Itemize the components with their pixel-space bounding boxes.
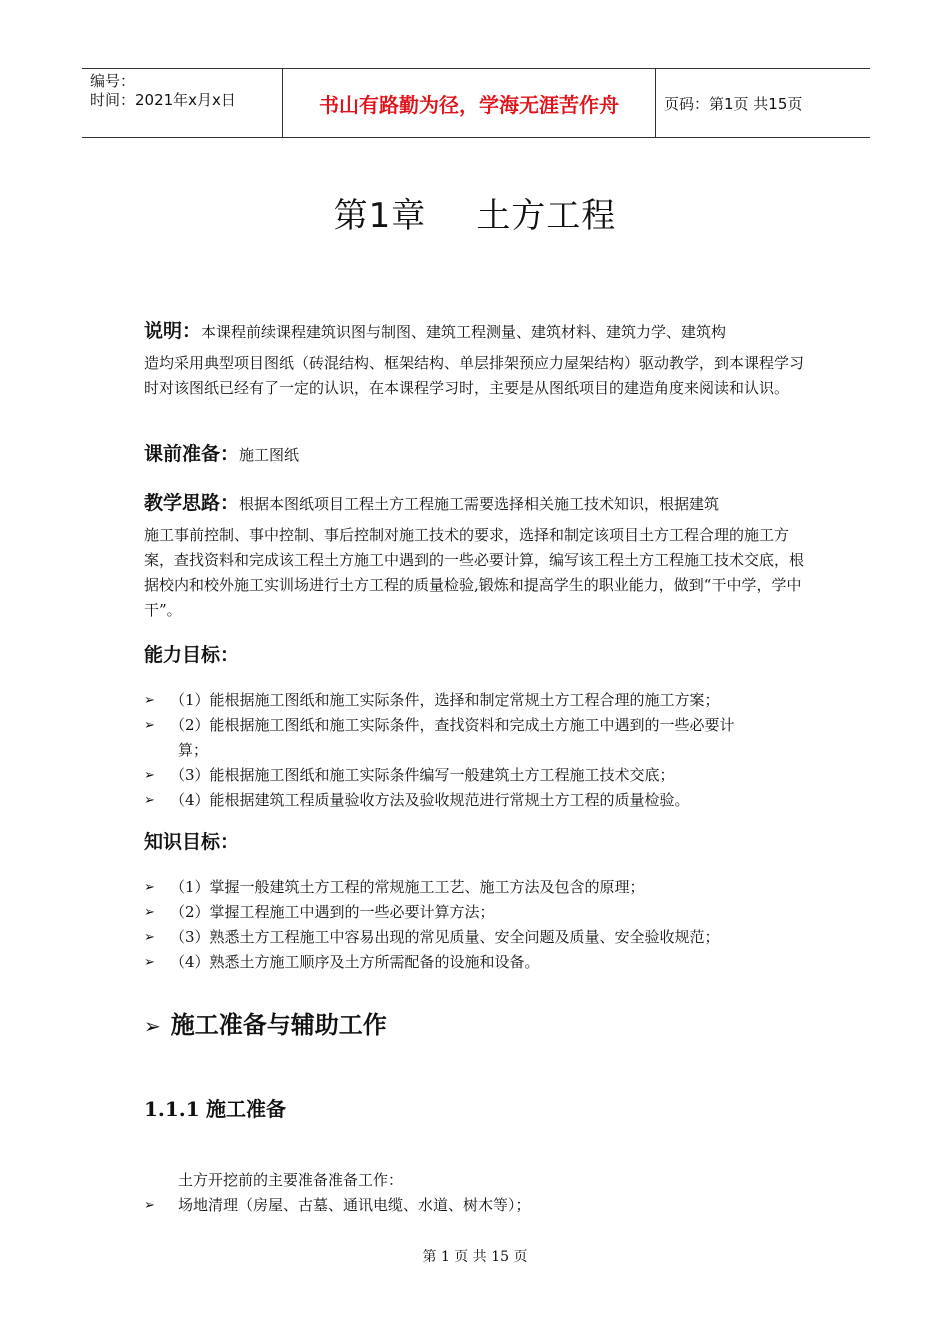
teaching-label: 教学思路：	[144, 492, 240, 514]
list-item: ➢ （4）熟悉土方施工顺序及土方所需配备的设施和设备。	[144, 950, 814, 975]
section-title: 施工准备与辅助工作	[170, 1011, 387, 1039]
chapter-name: 土方工程	[476, 196, 617, 236]
page-footer: 第 1 页 共 15 页	[422, 1249, 528, 1265]
list-item: ➢ （1）能根据施工图纸和施工实际条件，选择和制定常规土方工程合理的施工方案；	[144, 688, 814, 713]
explanation-label: 说明：	[144, 320, 202, 342]
time-label: 时间：2021年x月x日	[90, 91, 236, 109]
teaching-paragraph	[144, 488, 808, 623]
arrow-bullet-icon: ➢	[144, 1198, 155, 1213]
arrow-bullet-icon: ➢	[144, 955, 155, 970]
number-label: 编号：	[90, 72, 136, 90]
arrow-bullet-icon: ➢	[144, 930, 155, 945]
list-item: ➢ （3）能根据施工图纸和施工实际条件编写一般建筑土方工程施工技术交底；	[144, 763, 814, 788]
arrow-bullet-icon: ➢	[144, 793, 155, 808]
list-item: ➢ （2）掌握工程施工中遇到的一些必要计算方法；	[144, 900, 814, 925]
list-item: ➢ （1）掌握一般建筑土方工程的常规施工工艺、施工方法及包含的原理；	[144, 875, 814, 900]
chapter-title	[0, 188, 950, 237]
preparation-label: 课前准备：	[144, 443, 240, 465]
ability-heading: 能力目标：	[144, 644, 240, 666]
header-meta	[82, 69, 282, 137]
chapter-number: 第1章	[333, 196, 427, 236]
arrow-bullet-icon: ➢	[144, 693, 155, 708]
list-item: ➢ （4）能根据建筑工程质量验收方法及验收规范进行常规土方工程的质量检验。	[144, 788, 814, 813]
arrow-bullet-icon: ➢	[144, 1014, 161, 1038]
explanation-paragraph	[144, 316, 808, 401]
teaching-text-rest: 施工事前控制、事中控制、事后控制对施工技术的要求，选择和制定该项目土方工程合理的施工方案，查找资料和完成该工程土方施工中遇到的一些必要计算，编写该工程土方工程施工技术交底，根据校内和校外施工实训场进行土方工程的质量检验,锻炼和提高学生的职业能力，做到“干中学，学中干”。	[144, 526, 805, 619]
arrow-bullet-icon: ➢	[144, 768, 155, 783]
list-item: ➢ （2）能根据施工图纸和施工实际条件，查找资料和完成土方施工中遇到的一些必要计 算；	[144, 713, 814, 763]
section-heading	[144, 1005, 387, 1040]
body-intro: 土方开挖前的主要准备准备工作：	[178, 1171, 404, 1189]
subsection-number: 1.1.1	[144, 1097, 200, 1121]
arrow-bullet-icon: ➢	[144, 905, 155, 920]
teaching-text-line1: 根据本图纸项目工程土方工程施工需要选择相关施工技术知识，根据建筑	[239, 495, 720, 513]
knowledge-heading: 知识目标：	[144, 831, 240, 853]
arrow-bullet-icon: ➢	[144, 718, 155, 733]
header-motto: 书山有路勤为径，学海无涯苦作舟	[282, 69, 656, 137]
explanation-text-rest: 造均采用典型项目图纸（砖混结构、框架结构、单层排架预应力屋架结构）驱动教学，到本课程学习时对该图纸已经有了一定的认识，在本课程学习时，主要是从图纸项目的建造角度来阅读和认识。	[144, 354, 805, 397]
explanation-text-line1: 本课程前续课程建筑识图与制图、建筑工程测量、建筑材料、建筑力学、建筑构	[201, 323, 727, 341]
list-item: ➢ （3）熟悉土方工程施工中容易出现的常见质量、安全问题及质量、安全验收规范；	[144, 925, 814, 950]
header-page-info: 页码：第1页 共15页	[664, 94, 803, 113]
preparation-paragraph	[144, 439, 808, 470]
arrow-bullet-icon: ➢	[144, 880, 155, 895]
page-header	[82, 68, 870, 138]
list-item: ➢ 场地清理（房屋、古墓、通讯电缆、水道、树木等）；	[144, 1193, 814, 1218]
subsection-title: 施工准备	[206, 1097, 286, 1121]
subsection-heading	[144, 1093, 286, 1122]
preparation-text: 施工图纸	[239, 446, 300, 464]
